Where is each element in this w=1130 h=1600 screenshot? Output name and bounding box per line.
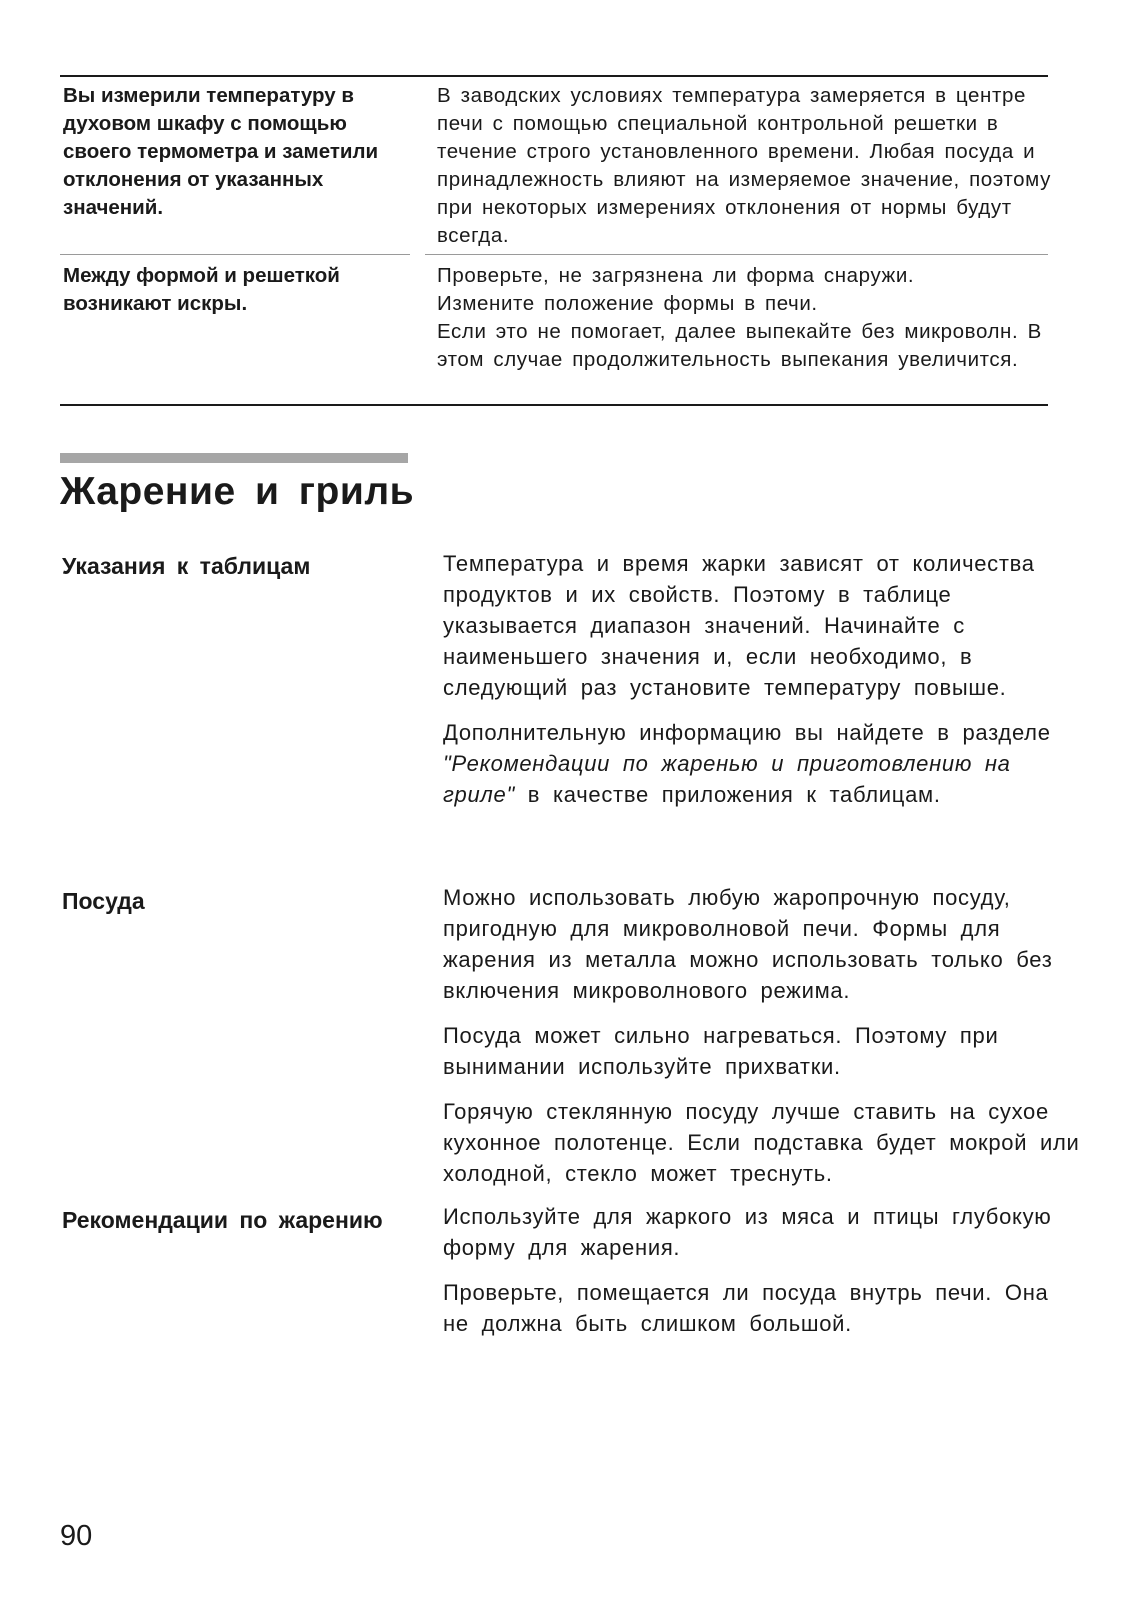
body-paragraph: Можно использовать любую жаропрочную посуду, пригодную для микроволновой печи. Формы для жарения из металла можно использовать только без включения микроволнового режима.: [443, 885, 1053, 1003]
table-row-divider-right: [425, 254, 1048, 255]
subsection-heading-roasting-tips: Рекомендации по жарению: [62, 1207, 383, 1233]
solution-line: Измените положение формы в печи.: [437, 292, 818, 315]
table-top-rule: [60, 75, 1048, 77]
body-paragraph: Используйте для жаркого из мяса и птицы глубокую форму для жарения.: [443, 1204, 1052, 1260]
section-heading-bar: [60, 453, 408, 463]
table-row-divider-left: [60, 254, 410, 255]
reference-text-after: в качестве приложения к таблицам.: [514, 782, 941, 807]
table-bottom-rule: [60, 404, 1048, 406]
body-paragraph: Посуда может сильно нагреваться. Поэтому при вынимании используйте прихватки.: [443, 1023, 999, 1079]
subsection-body-table-notes: [443, 548, 1083, 810]
body-paragraph: Температура и время жарки зависят от количества продуктов и их свойств. Поэтому в таблице указывается диапазон значений. Начинайте с наименьшего значения и, если необходимо, в следующий раз установите температуру повыше.: [443, 551, 1035, 700]
solution-line: Проверьте, не загрязнена ли форма снаружи.: [437, 264, 915, 287]
body-paragraph: Горячую стеклянную посуду лучше ставить на сухое кухонное полотенце. Если подставка будет мокрой или холодной, стекло может треснуть.: [443, 1099, 1080, 1186]
subsection-body-roasting-tips: [443, 1201, 1083, 1339]
section-title: Жарение и гриль: [60, 470, 415, 513]
page-number: 90: [60, 1520, 93, 1552]
solution-line: Если это не помогает, далее выпекайте без микроволн. В этом случае продолжительность выпекания увеличится.: [437, 320, 1042, 371]
table-row-1-solution: В заводских условиях температура замеряется в центре печи с помощью специальной контрольной решетки в течение строго установленного времени. Любая посуда и принадлежность влияют на измеряемое значение, поэтому при некоторых измерениях отклонения от нормы будут всегда.: [437, 84, 1051, 247]
subsection-body-cookware: [443, 882, 1083, 1189]
table-row-1-problem: Вы измерили температуру в духовом шкафу с помощью своего термометра и заметили отклонения от указанных значений.: [63, 84, 379, 219]
reference-italic-title: "Рекомендации по жаренью и приготовлению на гриле": [443, 751, 1011, 807]
subsection-heading-cookware: Посуда: [62, 888, 145, 914]
body-paragraph: Проверьте, помещается ли посуда внутрь печи. Она не должна быть слишком большой.: [443, 1280, 1049, 1336]
reference-text-before: Дополнительную информацию вы найдете в разделе: [443, 720, 1051, 745]
table-row-2-solution: [437, 262, 1077, 374]
subsection-heading-table-notes: Указания к таблицам: [62, 553, 311, 579]
table-row-2-problem: Между формой и решеткой возникают искры.: [63, 264, 340, 315]
body-paragraph-reference: [443, 717, 1083, 810]
